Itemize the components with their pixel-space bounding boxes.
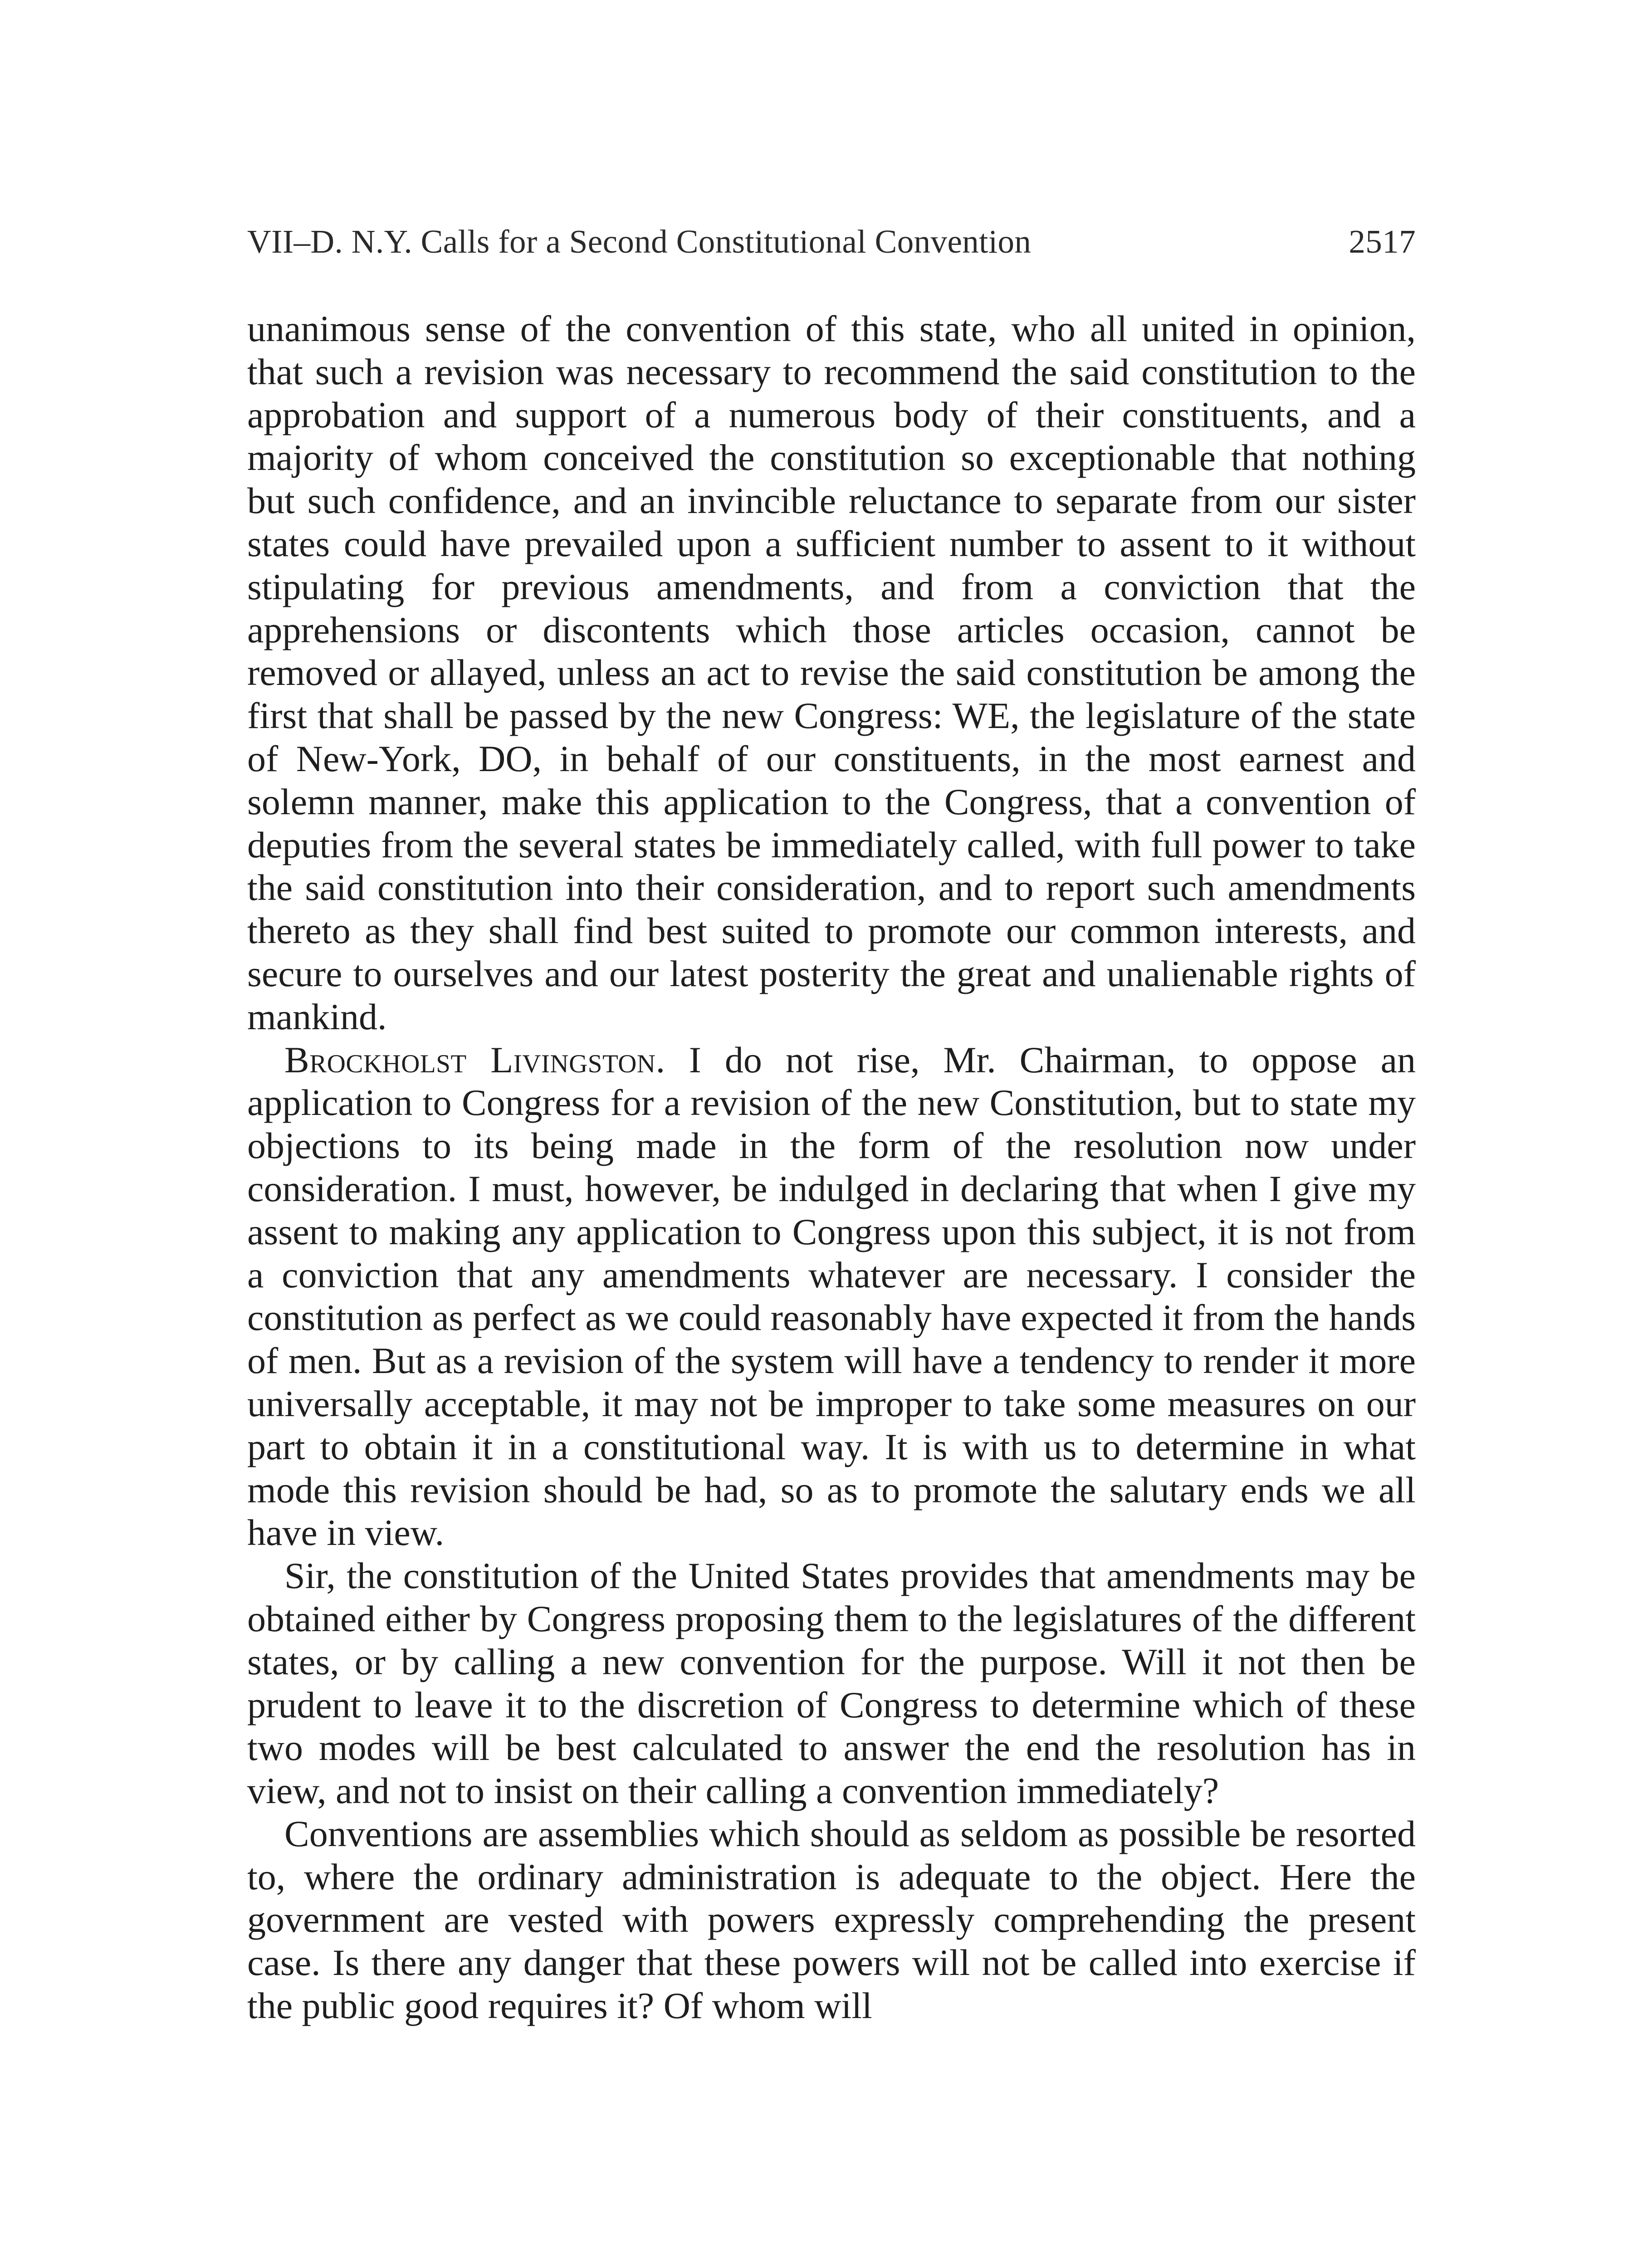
paragraph-text: I do not rise, Mr. Chairman, to oppose an application to Congress for a revision of the new Constitution, but to state my objections to its being made in the form of the resolution now under consideration. I must, however, be indulged in declaring that when I give my assent to making any application to Congress upon this subject, it is not from a conviction that any amendments whatever are necessary. I consider the constitution as perfect as we could reasonably have expected it from the hands of men. But as a revision of the system will have a tendency to render it more universally acceptable, it may not be improper to take some measures on our part to obtain it in a constitutional way. It is with us to determine in what mode this revision should be had, so as to promote the salutary ends we all have in view. — [247, 1039, 1416, 1554]
running-head-title: VII–D. N.Y. Calls for a Second Constitutional Convention — [247, 223, 1032, 260]
paragraph-amendments-modes — [247, 1554, 1416, 1813]
running-head — [247, 217, 1416, 267]
page-number: 2517 — [1349, 223, 1416, 260]
paragraph-continuation — [247, 308, 1416, 1039]
paragraph-conventions — [247, 1813, 1416, 2028]
paragraph-livingston-speech — [247, 1039, 1416, 1555]
paragraph-text: Conventions are assemblies which should as seldom as possible be resorted to, where the ordinary administration is adequate to the object. Here the government are vested with powers expressly comprehending the present case. Is there any danger that these powers will not be called into exercise if the public good requires it? Of whom will — [247, 1813, 1416, 2027]
speaker-name: Brockholst Livingston. — [284, 1039, 665, 1080]
paragraph-text: Sir, the constitution of the United States provides that amendments may be obtained either by Congress proposing them to the legislatures of the different states, or by calling a new convention for the purpose. Will it not then be prudent to leave it to the discretion of Congress to determine which of these two modes will be best calculated to answer the end the resolution has in view, and not to insist on their calling a convention immediately? — [247, 1555, 1416, 1812]
paragraph-text: unanimous sense of the convention of this state, who all united in opinion, that such a revision was necessary to recommend the said constitution to the approbation and support of a numerous body of their constituents, and a majority of whom conceived the constitution so exceptionable that nothing but such confidence, and an invincible reluctance to separate from our sister states could have prevailed upon a sufficient number to assent to it without stipulating for previous amendments, and from a conviction that the apprehensions or discontents which those articles occasion, cannot be removed or allayed, unless an act to revise the said constitution be among the first that shall be passed by the new Congress: WE, the legislature of the state of New-York, DO, in behalf of our constituents, in the most earnest and solemn manner, make this application to the Congress, that a convention of deputies from the several states be immediately called, with full power to take the said constitution into their consideration, and to report such amendments thereto as they shall find best suited to promote our common interests, and secure to ourselves and our latest posterity the great and unalienable rights of mankind. — [247, 308, 1416, 1037]
body-text — [247, 308, 1416, 2028]
